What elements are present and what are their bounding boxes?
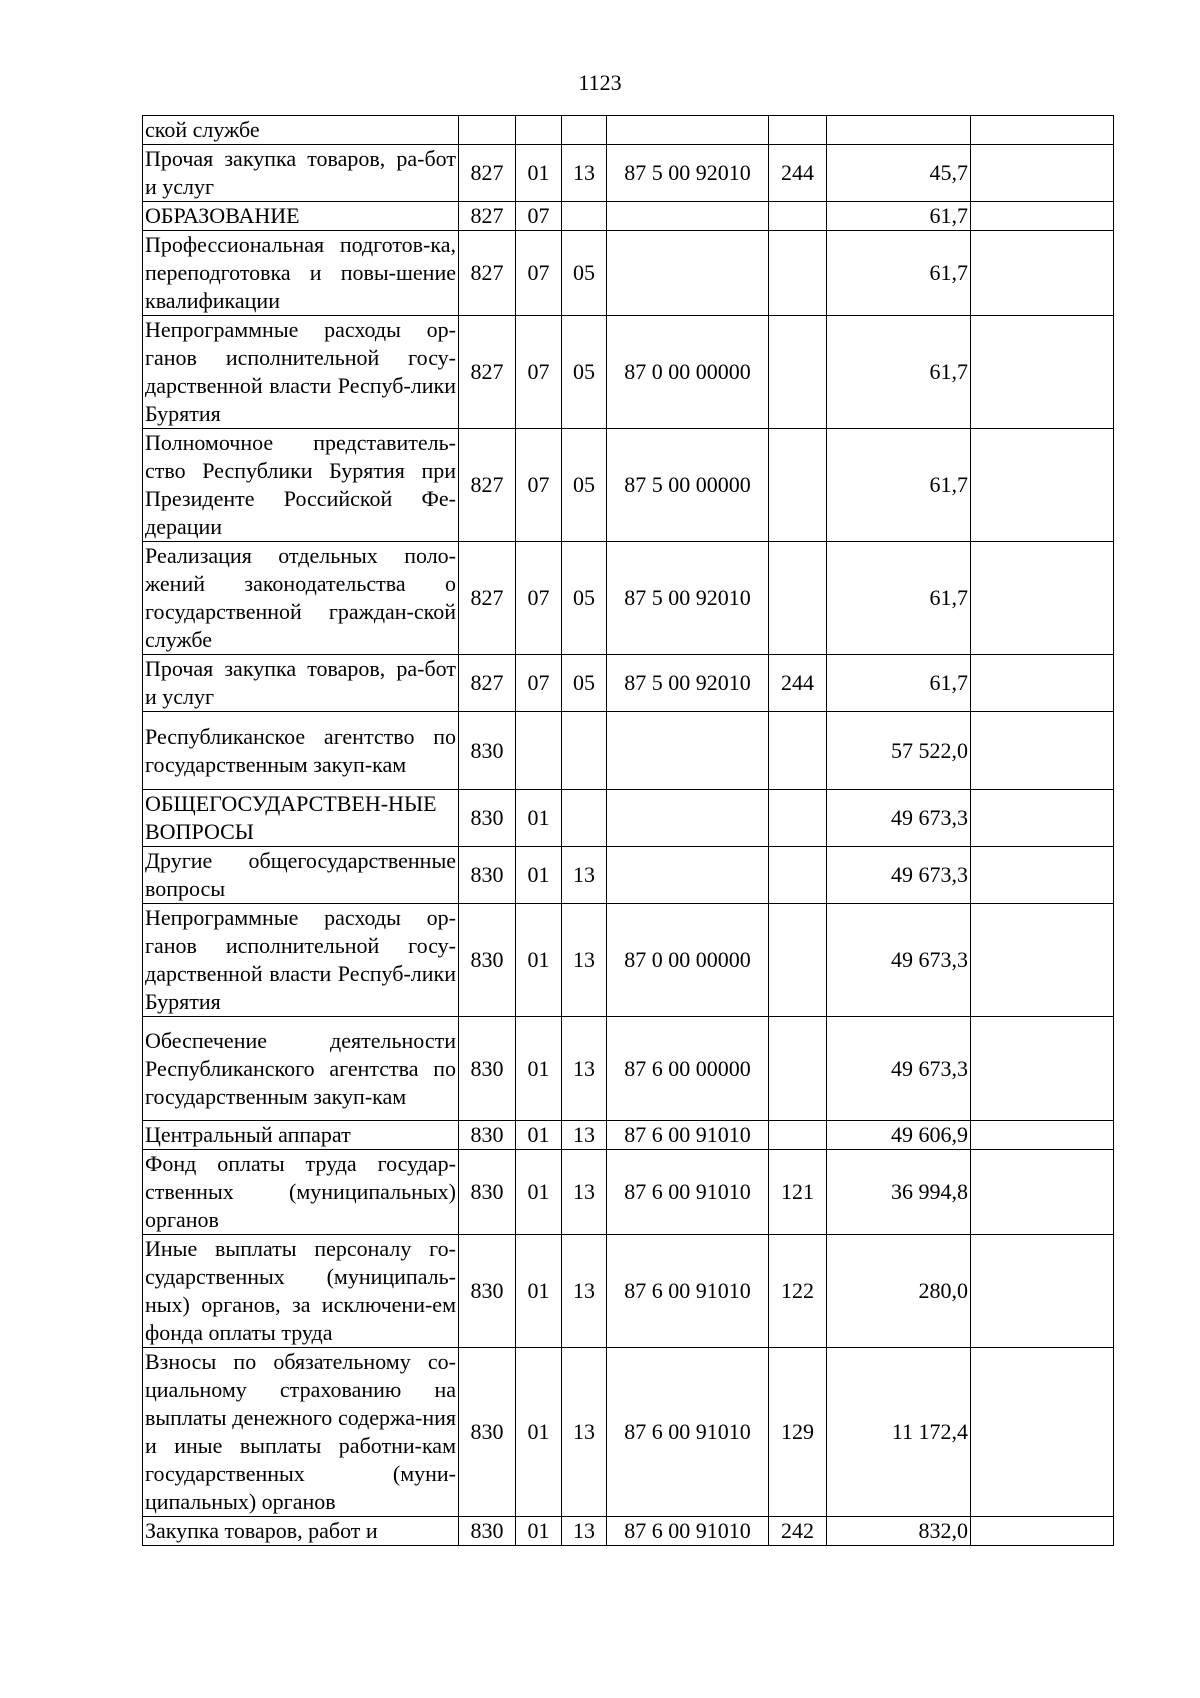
table-row: [143, 145, 1114, 202]
cell-subsection-code: [562, 712, 607, 790]
cell-grbs-code: 827: [459, 231, 516, 316]
cell-amount: 832,0: [827, 1517, 971, 1546]
cell-section-code: 07: [516, 429, 562, 542]
cell-extra: [971, 712, 1114, 790]
cell-target-article: 87 0 00 00000: [607, 316, 769, 429]
cell-amount: 61,7: [827, 542, 971, 655]
cell-target-article: [607, 231, 769, 316]
cell-target-article: 87 5 00 00000: [607, 429, 769, 542]
cell-grbs-code: [459, 116, 516, 145]
cell-extra: [971, 1150, 1114, 1235]
cell-extra: [971, 316, 1114, 429]
cell-subsection-code: 13: [562, 1235, 607, 1348]
cell-expense-type: 129: [769, 1348, 827, 1517]
cell-name: Иные выплаты персоналу го-сударственных (муниципаль-ных) органов, за исключени-ем фонда оплаты труда: [143, 1235, 459, 1348]
table-row: [143, 1017, 1114, 1121]
cell-subsection-code: [562, 202, 607, 231]
cell-section-code: 01: [516, 1017, 562, 1121]
cell-amount: 11 172,4: [827, 1348, 971, 1517]
cell-target-article: 87 5 00 92010: [607, 542, 769, 655]
cell-subsection-code: 13: [562, 1150, 607, 1235]
table-row: [143, 1235, 1114, 1348]
cell-section-code: [516, 116, 562, 145]
cell-extra: [971, 116, 1114, 145]
cell-expense-type: [769, 712, 827, 790]
cell-section-code: 01: [516, 145, 562, 202]
cell-name: Непрограммные расходы ор-ганов исполнительной госу-дарственной власти Респуб-лики Бурятия: [143, 904, 459, 1017]
cell-extra: [971, 202, 1114, 231]
cell-name: ОБЩЕГОСУДАРСТВЕН-НЫЕ ВОПРОСЫ: [143, 790, 459, 847]
cell-amount: 49 673,3: [827, 847, 971, 904]
cell-amount: [827, 116, 971, 145]
cell-grbs-code: 830: [459, 712, 516, 790]
cell-extra: [971, 655, 1114, 712]
table-row: [143, 1121, 1114, 1150]
cell-section-code: 01: [516, 1517, 562, 1546]
cell-target-article: 87 5 00 92010: [607, 655, 769, 712]
cell-expense-type: 121: [769, 1150, 827, 1235]
cell-section-code: 07: [516, 202, 562, 231]
cell-target-article: 87 6 00 91010: [607, 1150, 769, 1235]
cell-subsection-code: 13: [562, 145, 607, 202]
cell-amount: 61,7: [827, 202, 971, 231]
cell-extra: [971, 847, 1114, 904]
cell-section-code: 07: [516, 316, 562, 429]
cell-target-article: 87 5 00 92010: [607, 145, 769, 202]
cell-grbs-code: 827: [459, 655, 516, 712]
cell-name: Полномочное представитель-ство Республики Бурятия при Президенте Российской Фе-дерации: [143, 429, 459, 542]
cell-name: Профессиональная подготов-ка, переподготовка и повы-шение квалификации: [143, 231, 459, 316]
budget-table: [142, 115, 1114, 1546]
cell-name: Обеспечение деятельности Республиканского агентства по государственным закуп-кам: [143, 1017, 459, 1121]
table-row: [143, 1348, 1114, 1517]
budget-table-body: [143, 116, 1114, 1546]
table-row: [143, 1150, 1114, 1235]
cell-amount: 49 673,3: [827, 904, 971, 1017]
cell-grbs-code: 827: [459, 429, 516, 542]
table-row: [143, 1517, 1114, 1546]
cell-subsection-code: 05: [562, 542, 607, 655]
cell-target-article: [607, 790, 769, 847]
cell-grbs-code: 830: [459, 904, 516, 1017]
cell-section-code: 01: [516, 790, 562, 847]
cell-expense-type: [769, 231, 827, 316]
table-row: [143, 316, 1114, 429]
cell-amount: 36 994,8: [827, 1150, 971, 1235]
cell-grbs-code: 830: [459, 1150, 516, 1235]
cell-amount: 57 522,0: [827, 712, 971, 790]
cell-target-article: 87 6 00 91010: [607, 1121, 769, 1150]
table-row: [143, 116, 1114, 145]
cell-name: Другие общегосударственные вопросы: [143, 847, 459, 904]
cell-grbs-code: 827: [459, 542, 516, 655]
cell-expense-type: [769, 429, 827, 542]
cell-grbs-code: 827: [459, 145, 516, 202]
cell-amount: 280,0: [827, 1235, 971, 1348]
cell-section-code: 01: [516, 1348, 562, 1517]
page-number: 1123: [578, 70, 622, 95]
cell-target-article: [607, 847, 769, 904]
cell-target-article: 87 6 00 91010: [607, 1517, 769, 1546]
cell-target-article: [607, 712, 769, 790]
cell-extra: [971, 790, 1114, 847]
table-row: [143, 655, 1114, 712]
cell-target-article: 87 6 00 00000: [607, 1017, 769, 1121]
cell-grbs-code: 830: [459, 847, 516, 904]
cell-amount: 49 673,3: [827, 1017, 971, 1121]
cell-section-code: 01: [516, 904, 562, 1017]
cell-section-code: 07: [516, 231, 562, 316]
cell-expense-type: 122: [769, 1235, 827, 1348]
cell-name: Непрограммные расходы ор-ганов исполнительной госу-дарственной власти Респуб-лики Бурятия: [143, 316, 459, 429]
table-row: [143, 231, 1114, 316]
cell-name: Республиканское агентство по государственным закуп-кам: [143, 712, 459, 790]
cell-extra: [971, 1017, 1114, 1121]
cell-name: Прочая закупка товаров, ра-бот и услуг: [143, 145, 459, 202]
cell-subsection-code: 05: [562, 316, 607, 429]
cell-name: Центральный аппарат: [143, 1121, 459, 1150]
cell-target-article: 87 0 00 00000: [607, 904, 769, 1017]
cell-expense-type: [769, 1017, 827, 1121]
cell-grbs-code: 830: [459, 790, 516, 847]
cell-target-article: [607, 202, 769, 231]
cell-amount: 61,7: [827, 655, 971, 712]
cell-name: ской службе: [143, 116, 459, 145]
table-row: [143, 542, 1114, 655]
cell-section-code: 01: [516, 1150, 562, 1235]
cell-extra: [971, 231, 1114, 316]
cell-subsection-code: 13: [562, 1348, 607, 1517]
cell-amount: 61,7: [827, 231, 971, 316]
cell-amount: 61,7: [827, 316, 971, 429]
cell-section-code: [516, 712, 562, 790]
cell-amount: 61,7: [827, 429, 971, 542]
cell-grbs-code: 830: [459, 1348, 516, 1517]
cell-subsection-code: 13: [562, 1017, 607, 1121]
cell-expense-type: [769, 847, 827, 904]
cell-expense-type: [769, 202, 827, 231]
cell-name: ОБРАЗОВАНИЕ: [143, 202, 459, 231]
cell-name: Прочая закупка товаров, ра-бот и услуг: [143, 655, 459, 712]
cell-extra: [971, 429, 1114, 542]
cell-section-code: 01: [516, 1235, 562, 1348]
cell-section-code: 07: [516, 655, 562, 712]
cell-expense-type: [769, 790, 827, 847]
cell-expense-type: 244: [769, 655, 827, 712]
cell-extra: [971, 1517, 1114, 1546]
cell-amount: 45,7: [827, 145, 971, 202]
table-row: [143, 790, 1114, 847]
cell-name: Закупка товаров, работ и: [143, 1517, 459, 1546]
cell-grbs-code: 830: [459, 1517, 516, 1546]
cell-subsection-code: 13: [562, 904, 607, 1017]
cell-expense-type: [769, 316, 827, 429]
cell-subsection-code: 13: [562, 1121, 607, 1150]
cell-subsection-code: 13: [562, 847, 607, 904]
cell-target-article: [607, 116, 769, 145]
cell-expense-type: [769, 904, 827, 1017]
cell-extra: [971, 145, 1114, 202]
cell-grbs-code: 830: [459, 1017, 516, 1121]
table-row: [143, 904, 1114, 1017]
cell-grbs-code: 827: [459, 316, 516, 429]
cell-target-article: 87 6 00 91010: [607, 1348, 769, 1517]
cell-subsection-code: [562, 790, 607, 847]
cell-section-code: 01: [516, 1121, 562, 1150]
table-row: [143, 847, 1114, 904]
cell-section-code: 07: [516, 542, 562, 655]
cell-amount: 49 673,3: [827, 790, 971, 847]
cell-section-code: 01: [516, 847, 562, 904]
cell-subsection-code: 05: [562, 429, 607, 542]
cell-subsection-code: [562, 116, 607, 145]
cell-subsection-code: 05: [562, 655, 607, 712]
cell-expense-type: 242: [769, 1517, 827, 1546]
cell-amount: 49 606,9: [827, 1121, 971, 1150]
cell-expense-type: [769, 1121, 827, 1150]
cell-extra: [971, 904, 1114, 1017]
cell-subsection-code: 13: [562, 1517, 607, 1546]
table-row: [143, 429, 1114, 542]
cell-grbs-code: 830: [459, 1121, 516, 1150]
cell-extra: [971, 542, 1114, 655]
cell-extra: [971, 1121, 1114, 1150]
cell-expense-type: [769, 542, 827, 655]
cell-subsection-code: 05: [562, 231, 607, 316]
cell-name: Фонд оплаты труда государ-ственных (муниципальных) органов: [143, 1150, 459, 1235]
cell-name: Реализация отдельных поло-жений законодательства о государственной граждан-ской службе: [143, 542, 459, 655]
cell-expense-type: [769, 116, 827, 145]
table-row: [143, 202, 1114, 231]
cell-name: Взносы по обязательному со-циальному страхованию на выплаты денежного содержа-ния и иные выплаты работни-кам государственных (муни-ципальных) органов: [143, 1348, 459, 1517]
cell-extra: [971, 1235, 1114, 1348]
cell-expense-type: 244: [769, 145, 827, 202]
cell-grbs-code: 830: [459, 1235, 516, 1348]
cell-target-article: 87 6 00 91010: [607, 1235, 769, 1348]
cell-grbs-code: 827: [459, 202, 516, 231]
cell-extra: [971, 1348, 1114, 1517]
table-row: [143, 712, 1114, 790]
